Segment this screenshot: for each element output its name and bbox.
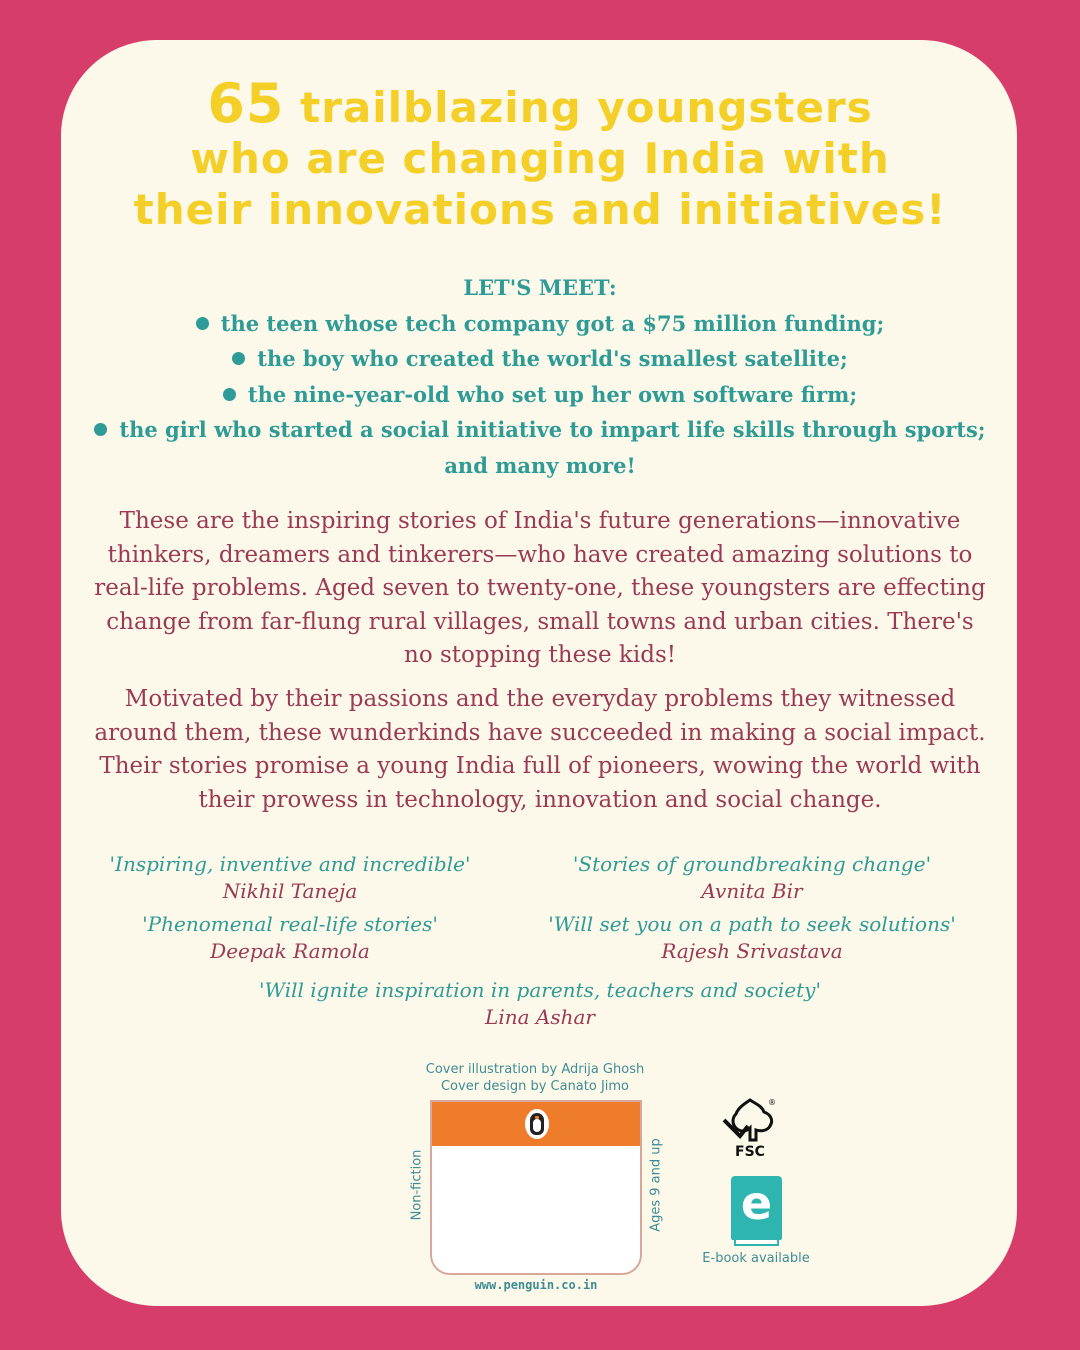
lets-meet-heading: LET'S MEET:	[463, 275, 617, 300]
list-item: the boy who created the world's smallest satellite;	[0, 341, 1080, 377]
headline-line-3: their innovations and initiatives!	[133, 185, 947, 234]
headline-line-1	[0, 72, 1080, 135]
ebook-label: E-book available	[702, 1251, 810, 1266]
review-quote	[190, 977, 890, 1031]
quote-text: 'Will ignite inspiration in parents, teachers and society'	[259, 978, 821, 1002]
barcode-box	[430, 1100, 642, 1275]
ebook-icon	[731, 1176, 782, 1240]
quote-text: 'Phenomenal real-life stories'	[142, 912, 438, 936]
bullet-icon	[196, 317, 209, 330]
bullet-icon	[232, 352, 245, 365]
design-credit: Cover design by Canato Jimo	[440, 1078, 630, 1094]
review-quote	[540, 851, 964, 905]
quote-text: 'Inspiring, inventive and incredible'	[109, 852, 471, 876]
headline-line-2: who are changing India with	[190, 134, 890, 183]
list-item: the nine-year-old who set up her own software firm;	[0, 377, 1080, 413]
illustration-credit: Cover illustration by Adrija Ghosh	[425, 1062, 645, 1077]
review-quote	[90, 911, 490, 965]
fsc-registered-mark: ®	[768, 1098, 776, 1107]
publisher-website: www.penguin.co.in	[474, 1278, 598, 1292]
headline-number: 65	[207, 72, 285, 135]
quote-author: Rajesh Srivastava	[661, 939, 843, 963]
description-paragraph-2: Motivated by their passions and the everyday problems they witnessed around them, these wunderkinds have succeeded in making a social impact. Their stories promise a young India full of pioneers, wowing the world with their prowess in technology, innovation and social change.	[94, 686, 986, 813]
list-item: the teen whose tech company got a $75 million funding;	[0, 306, 1080, 342]
quote-author: Avnita Bir	[701, 879, 803, 903]
lets-meet-closing: and many more!	[444, 452, 636, 478]
age-label: Ages 9 and up	[648, 1138, 664, 1232]
list-item: the girl who started a social initiative to impart life skills through sports;	[0, 412, 1080, 448]
quote-text: 'Stories of groundbreaking change'	[572, 852, 932, 876]
headline	[0, 72, 1080, 235]
ebook-letter: e	[740, 1176, 773, 1230]
bullet-icon	[94, 423, 107, 436]
genre-label: Non-fiction	[409, 1149, 425, 1221]
cover-credits	[400, 1062, 670, 1095]
quote-author: Lina Ashar	[485, 1005, 595, 1029]
review-quote	[530, 911, 974, 965]
description-paragraph-1: These are the inspiring stories of India's future generations—innovative thinkers, dreamers and tinkerers—who have created amazing solutions to real-life problems. Aged seven to twenty-one, these youngsters are effecting change from far-flung rural villages, small towns and urban cities. There's no stopping these kids!	[94, 508, 986, 668]
headline-line-1-rest: trailblazing youngsters	[300, 83, 873, 132]
quote-text: 'Will set you on a path to seek solutions'	[548, 912, 956, 936]
fsc-logo	[718, 1096, 782, 1168]
quote-author: Deepak Ramola	[210, 939, 370, 963]
review-quote	[90, 851, 490, 905]
fsc-label: FSC	[735, 1144, 765, 1160]
bullet-icon	[223, 388, 236, 401]
penguin-logo-icon	[525, 1109, 549, 1139]
lets-meet-section	[0, 270, 1080, 483]
quote-author: Nikhil Taneja	[222, 879, 358, 903]
